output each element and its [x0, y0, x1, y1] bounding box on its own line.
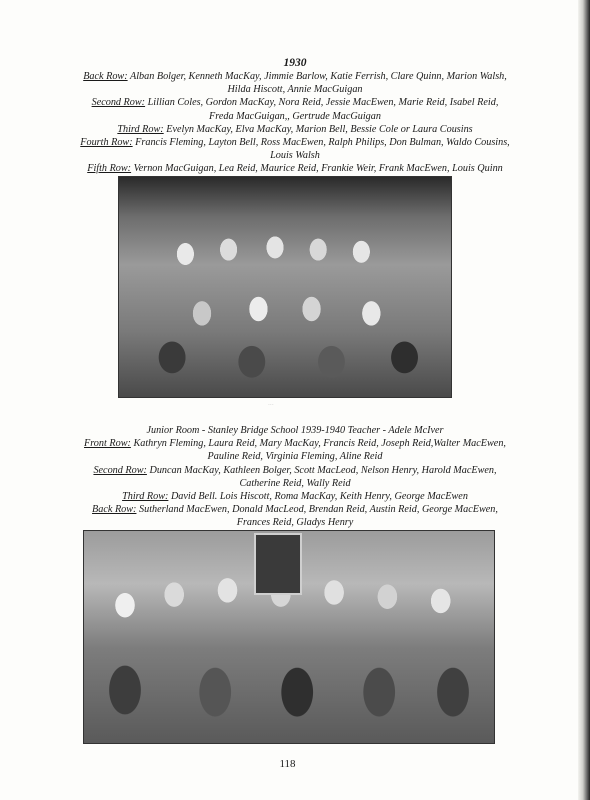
row-names-continued: Louis Walsh	[270, 150, 320, 162]
row-names-continued: Pauline Reid, Virginia Fleming, Aline Reid	[207, 451, 383, 463]
row-label: Front Row:	[84, 438, 131, 450]
row-names-continued: Freda MacGuigan,, Gertrude MacGuigan	[209, 110, 381, 122]
row-label: Third Row:	[122, 491, 169, 503]
row-label: Third Row:	[117, 123, 164, 135]
row-names: Sutherland MacEwen, Donald MacLeod, Brendan Reid, Austin Reid, George MacEwen,	[139, 504, 498, 516]
row-caption	[40, 162, 550, 175]
row-caption	[40, 490, 550, 503]
class-photo-junior-room	[83, 530, 495, 744]
row-names: Alban Bolger, Kenneth MacKay, Jimmie Barlow, Katie Ferrish, Clare Quinn, Marion Walsh,	[129, 71, 507, 82]
row-names: Vernon MacGuigan, Lea Reid, Maurice Reid, Frankie Weir, Frank MacEwen, Louis Quinn	[133, 163, 503, 175]
row-caption	[40, 136, 550, 149]
row-names-continued: Catherine Reid, Wally Reid	[239, 477, 351, 489]
row-names: Lillian Coles, Gordon MacKay, Nora Reid, Jessie MacEwen, Marie Reid, Isabel Reid,	[147, 97, 499, 109]
row-caption	[40, 123, 550, 136]
row-caption	[40, 503, 550, 516]
row-label: Second Row:	[91, 97, 146, 109]
section-year: 1930	[283, 57, 307, 69]
row-label: Back Row:	[83, 71, 128, 82]
row-caption	[40, 70, 550, 83]
row-names: Francis Fleming, Layton Bell, Ross MacEwen, Ralph Philips, Don Bulman, Waldo Cousins,	[135, 137, 510, 149]
row-names: Duncan MacKay, Kathleen Bolger, Scott MacLeod, Nelson Henry, Harold MacEwen,	[149, 464, 497, 476]
row-label: Second Row:	[93, 464, 147, 476]
page-number: 118	[279, 758, 296, 770]
caption-1930	[40, 56, 550, 176]
school-window	[254, 533, 302, 595]
row-names: Evelyn MacKay, Elva MacKay, Marion Bell, Bessie Cole or Laura Cousins	[166, 123, 473, 135]
row-label: Back Row:	[92, 504, 137, 516]
row-label: Fourth Row:	[80, 137, 133, 149]
caption-junior-room	[40, 424, 550, 530]
row-caption	[40, 437, 550, 450]
row-names-continued: Frances Reid, Gladys Henry	[236, 517, 354, 529]
photo-scan-mark: ···	[268, 402, 274, 409]
row-names-continued: Hilda Hiscott, Annie MacGuigan	[227, 84, 363, 96]
row-names: Kathryn Fleming, Laura Reid, Mary MacKay, Francis Reid, Joseph Reid,Walter MacEwen,	[133, 438, 506, 450]
row-caption	[40, 464, 550, 477]
section-heading: Junior Room - Stanley Bridge School 1939-1940 Teacher - Adele McIver	[146, 425, 444, 436]
row-names: David Bell. Lois Hiscott, Roma MacKay, Keith Henry, George MacEwen	[170, 491, 468, 503]
class-photo-1930	[118, 176, 452, 398]
row-caption	[40, 96, 550, 109]
page-binding-shadow	[578, 0, 590, 800]
row-label: Fifth Row:	[87, 163, 132, 175]
